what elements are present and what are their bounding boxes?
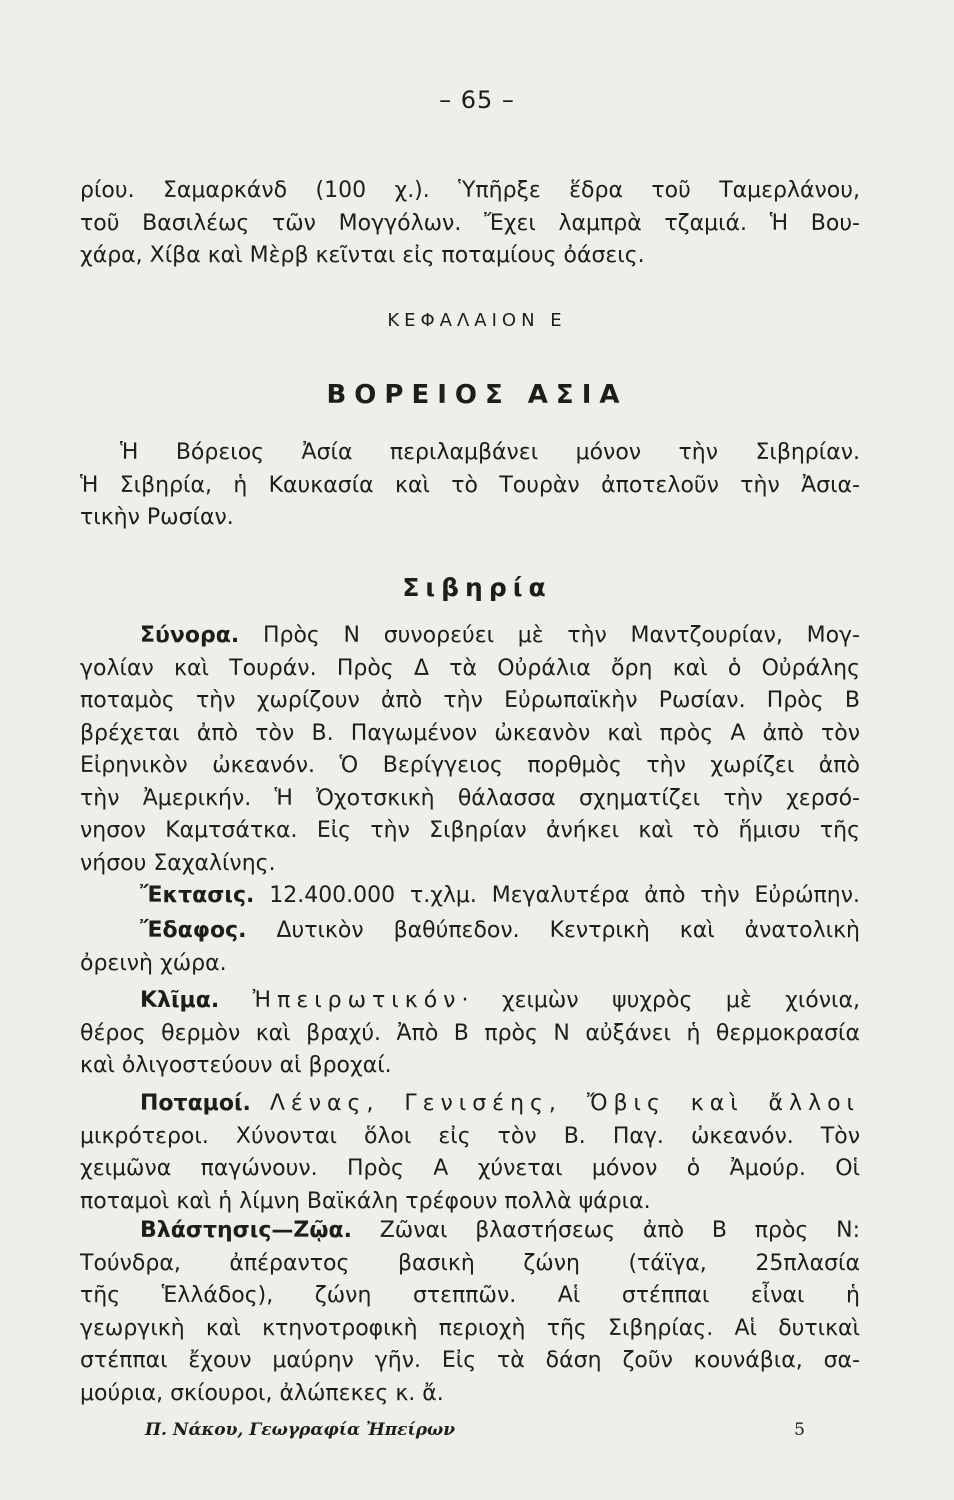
text-line: ποταμὸς τὴν χωρίζουν ἀπὸ τὴν Εὐρωπαϊκὴν Ρωσίαν. Πρὸς Β xyxy=(80,688,860,713)
text-line: καὶ ὀλιγοστεύουν αἱ βροχαί. xyxy=(80,1053,392,1078)
section-intro-paragraph xyxy=(80,437,860,535)
borders-paragraph xyxy=(80,620,860,880)
text-line: βρέχεται ἀπὸ τὸν Β. Παγωμένον ὠκεανὸν καὶ πρὸς Α ἀπὸ τὸν xyxy=(80,720,860,746)
vegetation-paragraph xyxy=(80,1215,860,1410)
text-line: χειμῶνα παγώνουν. Πρὸς Α χύνεται μόνον ὁ Ἀμούρ. Οἱ xyxy=(80,1156,860,1181)
rivers-paragraph xyxy=(80,1088,860,1218)
climate-type: Ἠπειρωτικόν xyxy=(252,988,462,1013)
text-line: ρίου. Σαμαρκάνδ (100 χ.). Ὑπῆρξε ἕδρα τοῦ Ταμερλάνου, xyxy=(80,178,860,203)
climate-paragraph xyxy=(80,985,860,1083)
text-line: Εἰρηνικὸν ὠκεανόν. Ὁ Βερίγγειος πορθμὸς τὴν χωρίζει ἀπὸ xyxy=(80,753,860,778)
text-line: νήσου Σαχαλίνης. xyxy=(80,850,276,876)
area-paragraph xyxy=(80,880,860,913)
text-line: στέππαι ἔχουν μαύρην γῆν. Εἰς τὰ δάση ζοῦν κουνάβια, σα- xyxy=(80,1348,860,1373)
text-line xyxy=(80,620,860,653)
text-line: τῆς Ἑλλάδος), ζώνη στεππῶν. Αἱ στέππαι εἶναι ἡ xyxy=(80,1283,860,1308)
vegetation-first-line: Ζῶναι βλαστήσεως ἀπὸ Β πρὸς Ν: xyxy=(379,1218,861,1243)
terrain-paragraph xyxy=(80,915,860,980)
text-line: μικρότεροι. Χύνονται ὅλοι εἰς τὸν Β. Παγ. ὠκεανόν. Τὸν xyxy=(80,1123,860,1149)
text-line xyxy=(80,915,860,948)
text-line: τοῦ Βασιλέως τῶν Μογγόλων. Ἔχει λαμπρὰ τζαμιά. Ἡ Βου- xyxy=(80,210,860,236)
footer-text: Π. Νάκου, Γεωγραφία Ἠπείρων xyxy=(145,1420,456,1440)
borders-first-line: Πρὸς Ν συνορεύει μὲ τὴν Μαντζουρίαν, Μογ- xyxy=(262,623,860,648)
text-line: τικὴν Ρωσίαν. xyxy=(80,505,234,530)
page-footer xyxy=(145,1420,805,1440)
page-number: – 65 – xyxy=(439,86,515,114)
intro-paragraph xyxy=(80,175,860,273)
area-heading: Ἔκτασις. xyxy=(140,883,255,908)
text-line: Ἡ Σιβηρία, ἡ Καυκασία καὶ τὸ Τουρὰν ἀποτελοῦν τὴν Ἀσια- xyxy=(80,472,860,498)
text-line: ποταμοὶ καὶ ἡ λίμνη Βαϊκάλη τρέφουν πολλὰ ψάρια. xyxy=(80,1188,651,1214)
chapter-label: ΚΕΦΑΛΑΙΟΝ Ε xyxy=(387,310,567,331)
vegetation-heading: Βλάστησις—Ζῷα. xyxy=(140,1218,352,1243)
climate-first-line: · χειμὼν ψυχρὸς μὲ χιόνια, xyxy=(461,988,860,1013)
text-line xyxy=(80,1215,860,1248)
text-line: Τούνδρα, ἀπέραντος βασικὴ ζώνη (τάϊγα, 25πλασία xyxy=(80,1250,860,1276)
terrain-first-line: Δυτικὸν βαθύπεδον. Κεντρικὴ καὶ ἀνατολικὴ xyxy=(276,918,860,943)
signature-mark: 5 xyxy=(794,1420,805,1440)
text-line: μούρια, σκίουροι, ἀλώπεκες κ. ἄ. xyxy=(80,1380,444,1406)
section-title: ΒΟΡΕΙΟΣ ΑΣΙΑ xyxy=(326,380,628,410)
rivers-first-line: Λένας, Γενισέης, Ὄβις καὶ ἄλλοι xyxy=(269,1091,861,1116)
text-line: γολίαν καὶ Τουράν. Πρὸς Δ τὰ Οὐράλια ὄρη καὶ ὁ Οὐράλης xyxy=(80,655,860,681)
rivers-heading: Ποταμοί. xyxy=(140,1091,251,1116)
text-line: χάρα, Χίβα καὶ Μὲρβ κεῖνται εἰς ποταμίους ὀάσεις. xyxy=(80,243,645,268)
climate-heading: Κλῖμα. xyxy=(140,988,220,1013)
terrain-heading: Ἔδαφος. xyxy=(140,918,247,943)
text-line xyxy=(80,985,860,1018)
text-line: νησον Καμτσάτκα. Εἰς τὴν Σιβηρίαν ἀνήκει καὶ τὸ ἥμισυ τῆς xyxy=(80,818,860,843)
text-line xyxy=(80,880,860,913)
text-line: θέρος θερμὸν καὶ βραχύ. Ἀπὸ Β πρὸς Ν αὐξάνει ἡ θερμοκρασία xyxy=(80,1020,860,1046)
text-line: ὀρεινὴ χώρα. xyxy=(80,950,227,976)
borders-heading: Σύνορα. xyxy=(140,623,240,648)
text-line xyxy=(80,1088,860,1121)
text-line: τὴν Ἀμερικήν. Ἡ Ὀχοτσκικὴ θάλασσα σχηματίζει τὴν χερσό- xyxy=(80,785,860,811)
subsection-title: Σιβηρία xyxy=(402,573,552,602)
area-text: 12.400.000 τ.χλμ. Μεγαλυτέρα ἀπὸ τὴν Εὐρώπην. xyxy=(269,883,860,908)
text-line: γεωργικὴ καὶ κτηνοτροφικὴ περιοχὴ τῆς Σιβηρίας. Αἱ δυτικαὶ xyxy=(80,1315,860,1341)
text-line: Ἡ Βόρειος Ἀσία περιλαμβάνει μόνον τὴν Σιβηρίαν. xyxy=(120,440,860,465)
